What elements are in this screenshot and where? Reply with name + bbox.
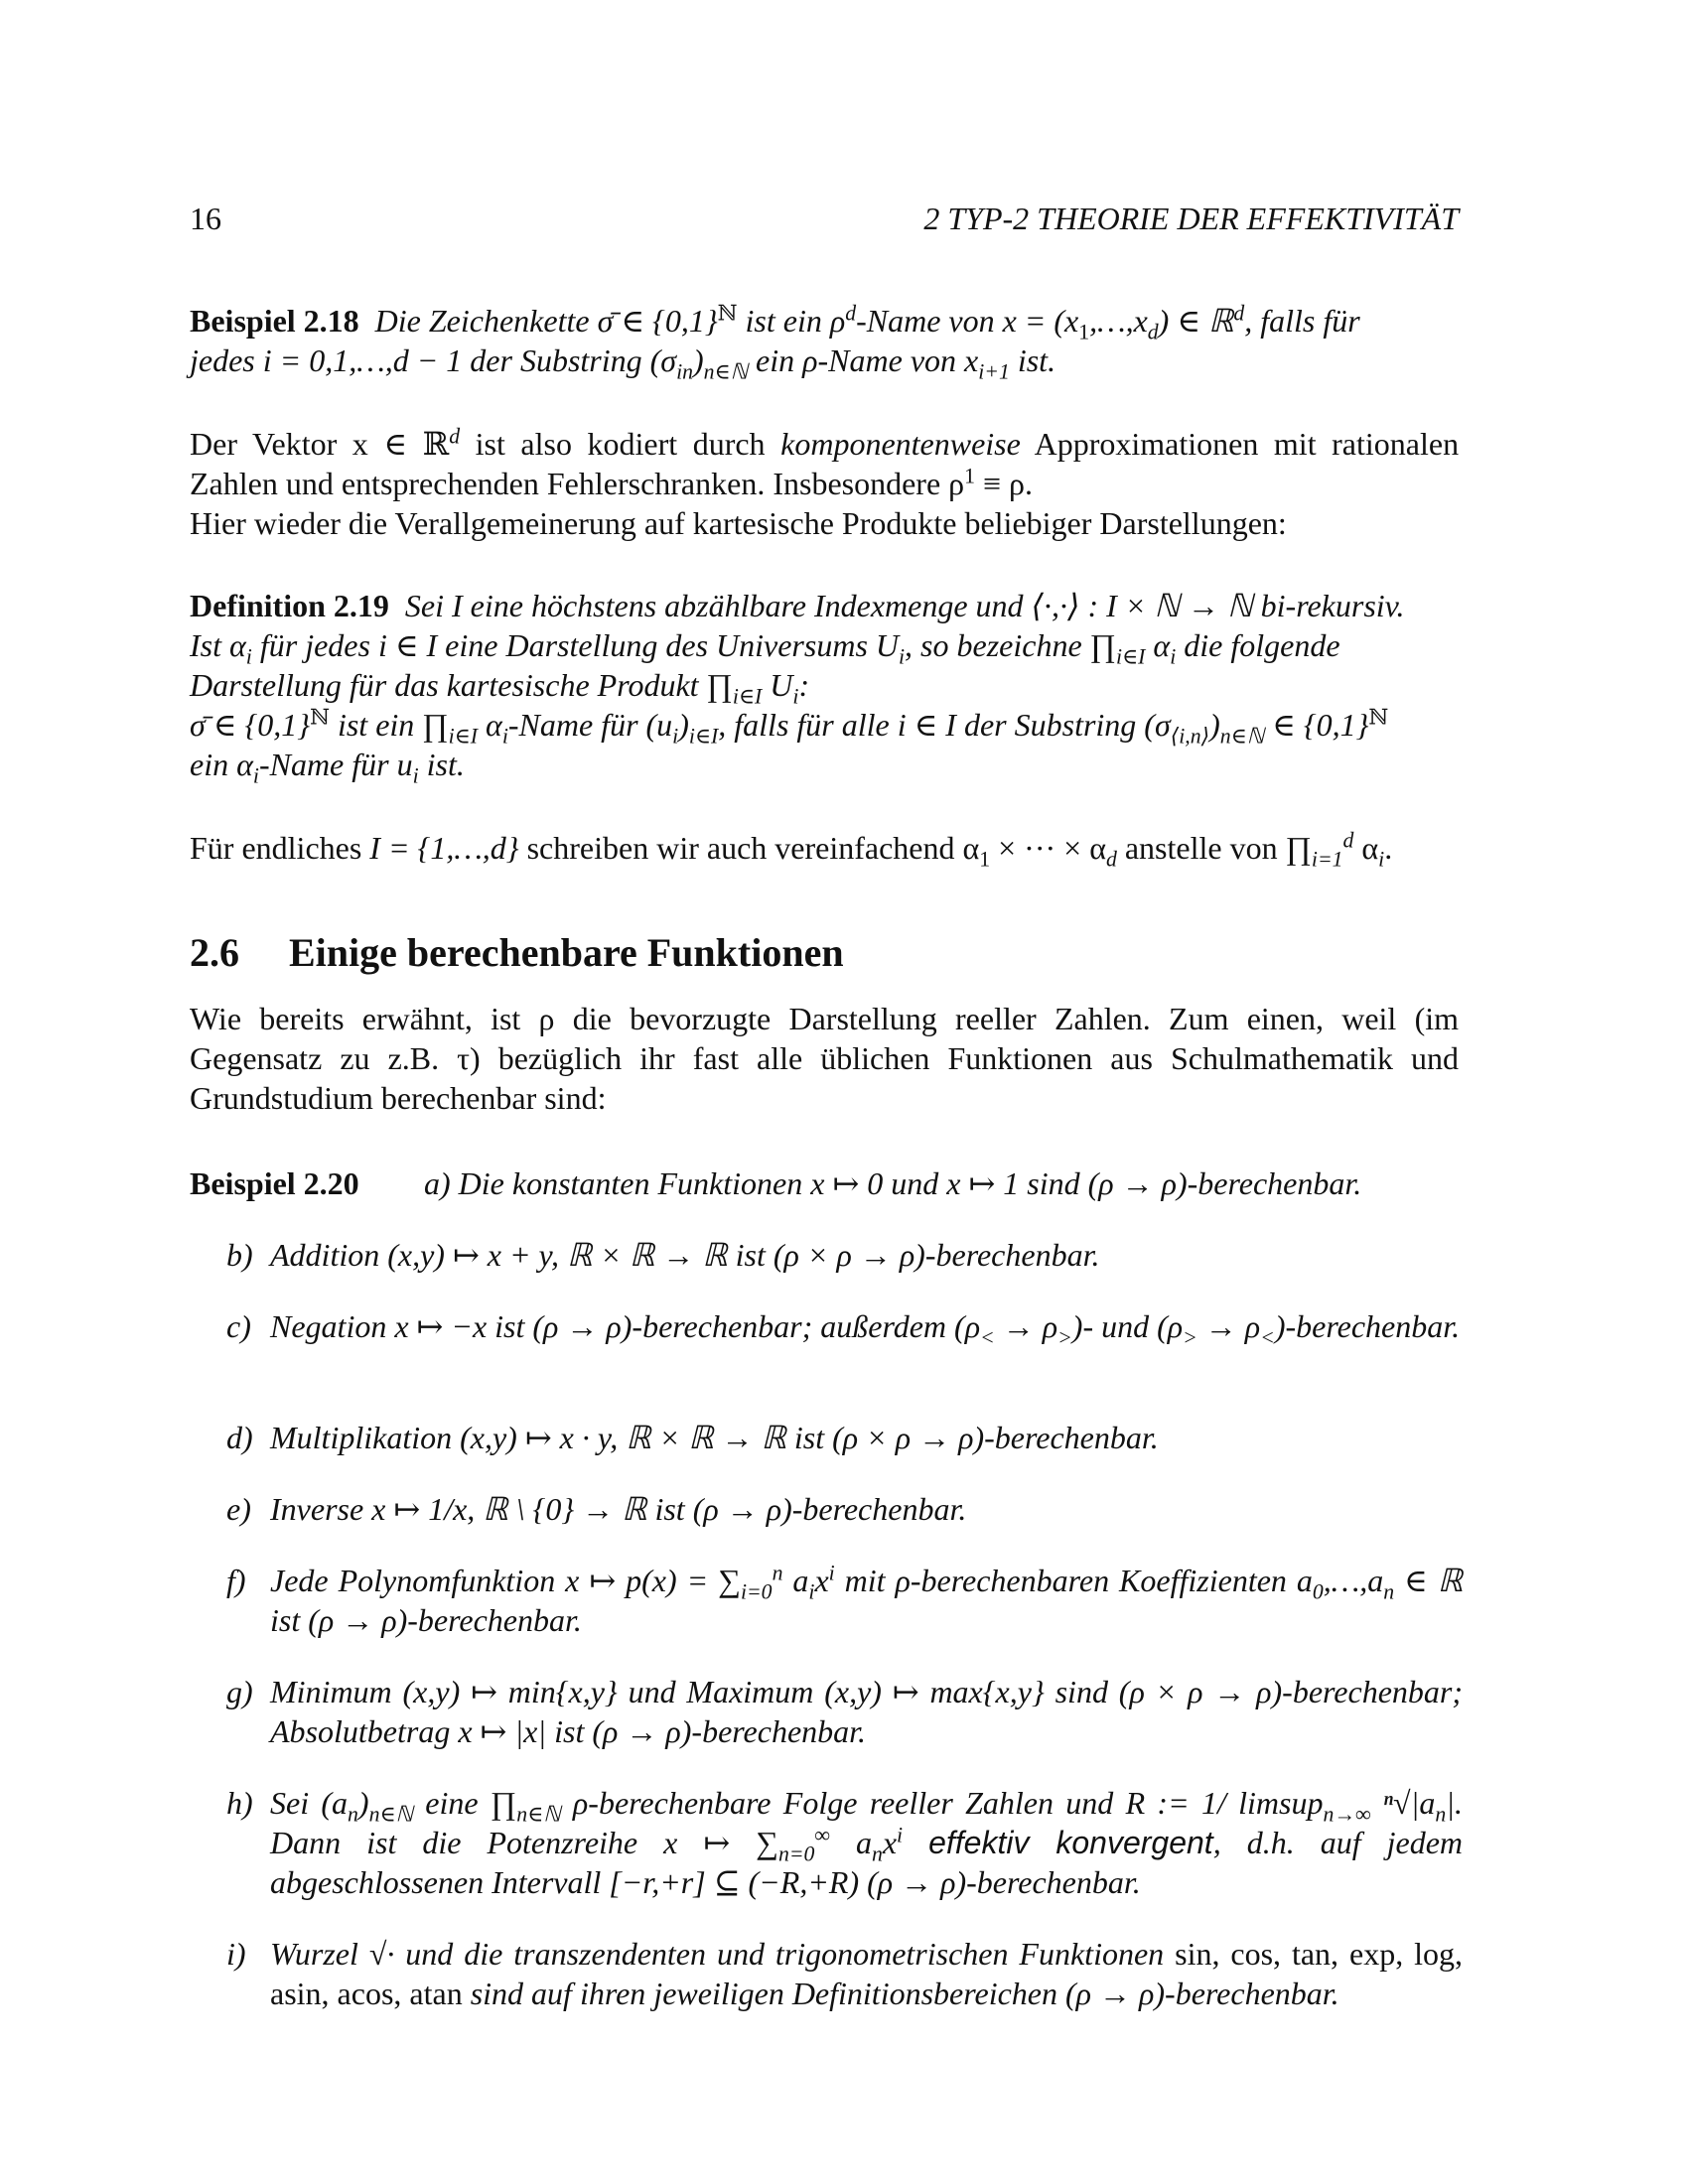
- paragraph-finite-product: Für endliches I = {1,…,d} schreiben wir auch vereinfachend $\alpha_1$ × ··· × $\alpha_d$ anstelle von $\prod_{i=1}^d$ $\alpha_i$.: [190, 828, 1393, 872]
- example-2-18: Beispiel 2.18 Die Zeichenkette σ̄ ∈ $\{0,1\}^ℕ$ ist ein $\rho^d$-Name von $x = (x_1,\dots,x_d)$ ∈ ℝ$^d$, falls für jedes i = 0,1,…,d − 1 der Substring $(\sigma_{in})_{n\in ℕ}$ ein ρ-Name von $x_{i+1}$ ist.: [190, 301, 1360, 384]
- item-e: e) Inverse x ↦ 1/x, ℝ \ {0} → ℝ ist (ρ → ρ)-berechenbar.: [226, 1491, 967, 1527]
- item-b: b) Addition (x,y) ↦ x + y, ℝ × ℝ → ℝ ist (ρ × ρ → ρ)-berechenbar.: [226, 1237, 1100, 1273]
- paragraph-vector-encoding: Der Vektor x ∈ ℝ$^d$ ist also kodiert durch komponentenweise Approximationen mit rationalen Zahlen und entsprechenden Fehlerschranken. Insbesondere $\rho^1 \equiv \rho$. Hier wieder die Verallgemeinerung auf kartesische Produkte beliebiger Darstellungen:: [190, 424, 1460, 541]
- section-heading: [190, 929, 844, 976]
- item-f: f) Jede Polynomfunktion x ↦ $p(x) = \sum_{i=0}^n$ $a_ix^i$ mit ρ-berechenbaren Koeffizienten $a_0,\dots,a_n$ ∈ ℝ ist (ρ → ρ)-berechenbar.: [226, 1561, 1464, 1638]
- item-c: c) Negation x ↦ −x ist (ρ → ρ)-berechenbar; außerdem $(\rho_< \to \rho_>)-$ und ($\rho_>$ → $\rho_<$)-berechenbar.: [226, 1308, 1461, 1350]
- item-d: d) Multiplikation (x,y) ↦ x · y, ℝ × ℝ → ℝ ist (ρ × ρ → ρ)-berechenbar.: [226, 1420, 1159, 1455]
- definition-label: Definition 2.19: [190, 588, 389, 623]
- page-number: 16: [190, 201, 221, 236]
- section-title: Einige berechenbare Funktionen: [289, 930, 844, 975]
- item-g: g) Minimum (x,y) ↦ min{x,y} und Maximum (x,y) ↦ max{x,y} sind (ρ × ρ → ρ)-berechenbar; Absolutbetrag x ↦ |x| ist (ρ → ρ)-berechenbar.: [226, 1674, 1463, 1749]
- example-label: Beispiel 2.20: [190, 1165, 359, 1201]
- item-i: i) Wurzel √· und die transzendenten und trigonometrischen Funktionen sin, cos, tan, exp, log, asin, acos, atan sind auf ihren jeweiligen Definitionsbereichen (ρ → ρ)-berechenbar.: [226, 1936, 1464, 2011]
- definition-2-19: Definition 2.19 Sei I eine höchstens abzählbare Indexmenge und ⟨·,·⟩ : I × ℕ → ℕ bi-rekursiv. Ist $\alpha_i$ für jedes i ∈ I eine Darstellung des Universums $U_i$, so bezeichne $\prod_{i\in I}$ $\alpha_i$ die folgende Darstellung für das kartesische Produkt $\prod_{i\in I}$ $U_i$: σ̄ ∈ $\{0,1\}^ℕ$ ist ein $\prod_{i\in I}$ $\alpha_i$-Name für $(u_i)_{i\in I}$, falls für alle i ∈ I der Substring $(\sigma_{⟨i,n⟩})_{n\in ℕ}$ ∈ $\{0,1\}^ℕ$ ein $\alpha_i$-Name für $u_i$ ist.: [190, 588, 1405, 788]
- section-number: 2.6: [190, 930, 239, 975]
- item-h: h) Sei $(a_n)_{n\in ℕ}$ eine $\prod_{n\in ℕ}$ ρ-berechenbare Folge reeller Zahlen und R := 1/ limsup$_{n\to\infty}$ $^n√|a_n|$. Dann ist die Potenzreihe x ↦ $\sum_{n=0}^\infty$ $a_nx^i$ effektiv konvergent, d.h. auf jedem abgeschlossenen Intervall [−r,+r] ⊆ (−R,+R) (ρ → ρ)-berechenbar.: [226, 1785, 1464, 1900]
- example-label: Beispiel 2.18: [190, 303, 359, 339]
- example-2-20-header: [190, 1163, 1459, 1203]
- paragraph-rho-preferred: Wie bereits erwähnt, ist ρ die bevorzugte Darstellung reeller Zahlen. Zum einen, weil (im Gegensatz zu z.B. τ) bezüglich ihr fast alle üblichen Funktionen aus Schulmathematik und Grundstudium berechenbar sind:: [190, 1001, 1459, 1116]
- item-a: a) Die konstanten Funktionen x ↦ 0 und x ↦ 1 sind (ρ → ρ)-berechenbar.: [424, 1165, 1362, 1201]
- chapter-title: 2 TYP-2 THEORIE DER EFFEKTIVITÄT: [923, 201, 1459, 236]
